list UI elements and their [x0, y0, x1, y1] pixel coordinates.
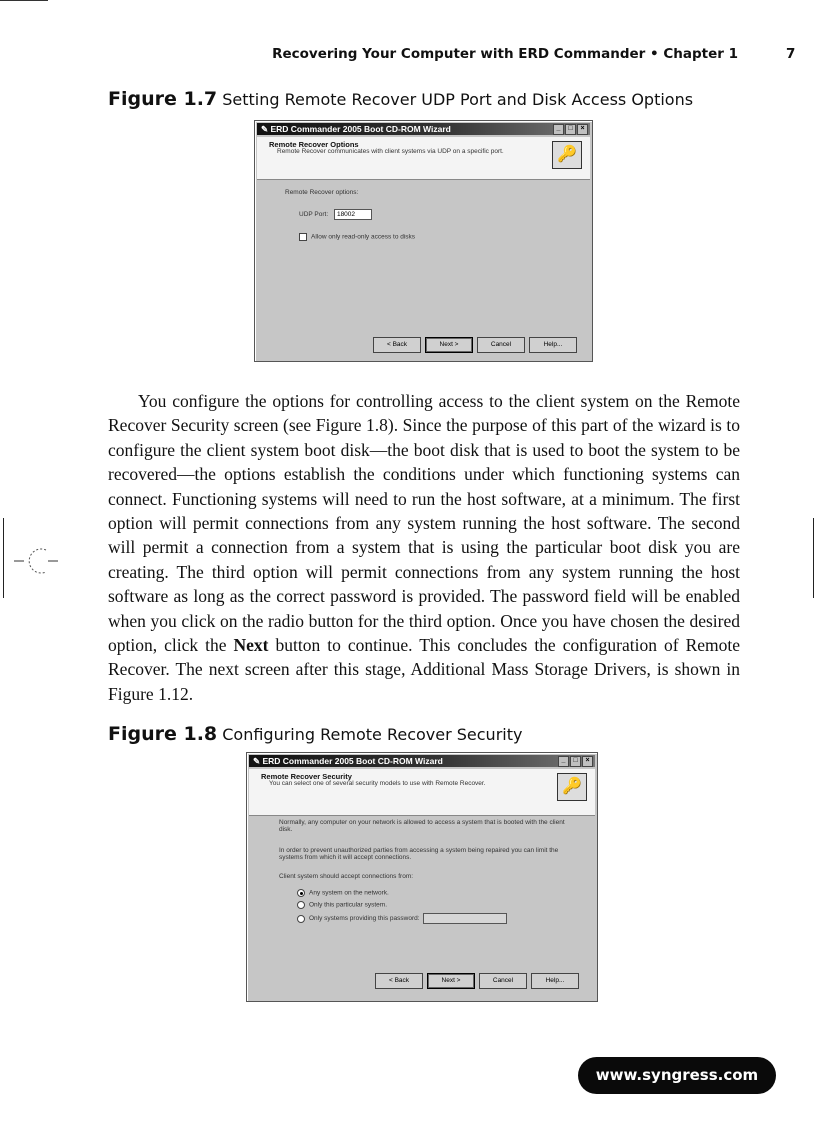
body-paragraph — [108, 389, 740, 706]
udp-port-label: UDP Port: — [299, 211, 329, 219]
body-text-end: button to continue. This concludes the configuration of Remote Recover. The next screen after this stage, Additional Mass Storage Drivers, is shown in Figure 1.12. — [108, 635, 741, 704]
app-icon: ✎ — [253, 756, 263, 766]
password-input[interactable] — [423, 913, 507, 924]
wizard-logo-icon: 🔑 — [552, 141, 582, 169]
radio[interactable] — [297, 901, 305, 909]
maximize-icon[interactable]: □ — [570, 756, 581, 767]
wizard-header-subtitle: Remote Recover communicates with client systems via UDP on a specific port. — [277, 148, 504, 155]
registration-mark-icon — [14, 546, 58, 576]
back-button[interactable]: < Back — [373, 337, 421, 353]
udp-port-input[interactable]: 18002 — [334, 209, 372, 220]
body-bold-next: Next — [233, 635, 269, 656]
figure-1-7-caption — [108, 88, 693, 110]
wizard-logo-icon: 🔑 — [557, 773, 587, 801]
figure-caption-text: Configuring Remote Recover Security — [222, 725, 523, 744]
cancel-button[interactable]: Cancel — [479, 973, 527, 989]
cancel-button[interactable]: Cancel — [477, 337, 525, 353]
readonly-checkbox-label: Allow only read-only access to disks — [311, 233, 416, 241]
help-button[interactable]: Help... — [529, 337, 577, 353]
next-button[interactable]: Next > — [425, 337, 473, 353]
wizard-header-subtitle: You can select one of several security models to use with Remote Recover. — [269, 780, 486, 787]
option-password[interactable] — [297, 913, 507, 924]
wizard-header — [257, 137, 590, 180]
body-text: You configure the options for controlling access to the client system on the Remote Recover Security screen (see Figure 1.8). Since the purpose of this part of the wizard is to configure the client system boot disk—the boot disk that is used to boot the system to be recovered—the options establish the conditions under which functioning systems can connect. Functioning systems will need to run the host software, at a minimum. The first option will permit connections from any system running the host software. The second will permit a connection from a system that is using the particular boot disk you are creating. The third option will permit connections from any system running the host software as long as the correct password is provided. The password field will be enabled when you click on the radio button for the third option. Once you have chosen the desired option, click the — [108, 391, 740, 656]
radio[interactable] — [297, 915, 305, 923]
page-number: 7 — [786, 46, 796, 62]
window-title: ERD Commander 2005 Boot CD-ROM Wizard — [270, 124, 451, 134]
option-this-system[interactable] — [297, 901, 387, 909]
option-any-system[interactable] — [297, 889, 389, 897]
right-margin-bar — [813, 518, 814, 598]
window-title: ERD Commander 2005 Boot CD-ROM Wizard — [262, 756, 443, 766]
wizard-buttons — [373, 337, 577, 353]
option-label: Only systems providing this password: — [309, 915, 420, 923]
app-icon: ✎ — [261, 124, 271, 134]
wizard-header — [249, 769, 595, 816]
close-icon[interactable]: × — [582, 756, 593, 767]
figure-label: Figure 1.8 — [108, 723, 218, 745]
options-label: Remote Recover options: — [285, 189, 359, 196]
figure-caption-text: Setting Remote Recover UDP Port and Disk Access Options — [222, 90, 694, 109]
readonly-row[interactable] — [299, 233, 415, 241]
next-button[interactable]: Next > — [427, 973, 475, 989]
udp-row — [299, 209, 372, 220]
radio-selected[interactable] — [297, 889, 305, 897]
close-icon[interactable]: × — [577, 124, 588, 135]
security-text-1: Normally, any computer on your network is allowed to access a system that is booted with the client disk. — [279, 819, 565, 833]
running-head-title: Recovering Your Computer with ERD Commander • Chapter 1 — [272, 46, 738, 62]
window-titlebar — [249, 755, 595, 767]
security-text-3: Client system should accept connections from: — [279, 873, 414, 880]
security-text-2: In order to prevent unauthorized parties from accessing a system being repaired you can limit the systems from which it will accept connections. — [279, 847, 559, 861]
option-label: Only this particular system. — [309, 901, 388, 909]
wizard-window-security — [246, 752, 598, 1002]
figure-1-8-caption — [108, 723, 522, 745]
back-button[interactable]: < Back — [375, 973, 423, 989]
wizard-buttons — [375, 973, 579, 989]
minimize-icon[interactable]: _ — [558, 756, 569, 767]
readonly-checkbox[interactable] — [299, 233, 307, 241]
maximize-icon[interactable]: □ — [565, 124, 576, 135]
left-margin-bar — [3, 518, 4, 598]
help-button[interactable]: Help... — [531, 973, 579, 989]
window-titlebar — [257, 123, 590, 135]
option-label: Any system on the network. — [309, 889, 389, 897]
minimize-icon[interactable]: _ — [553, 124, 564, 135]
wizard-window-udp — [254, 120, 593, 362]
wizard-header-title: Remote Recover Security — [261, 772, 352, 781]
figure-label: Figure 1.7 — [108, 88, 218, 110]
wizard-header-title: Remote Recover Options — [269, 140, 359, 149]
top-rule — [0, 0, 48, 1]
footer-url-badge[interactable]: www.syngress.com — [578, 1057, 776, 1094]
